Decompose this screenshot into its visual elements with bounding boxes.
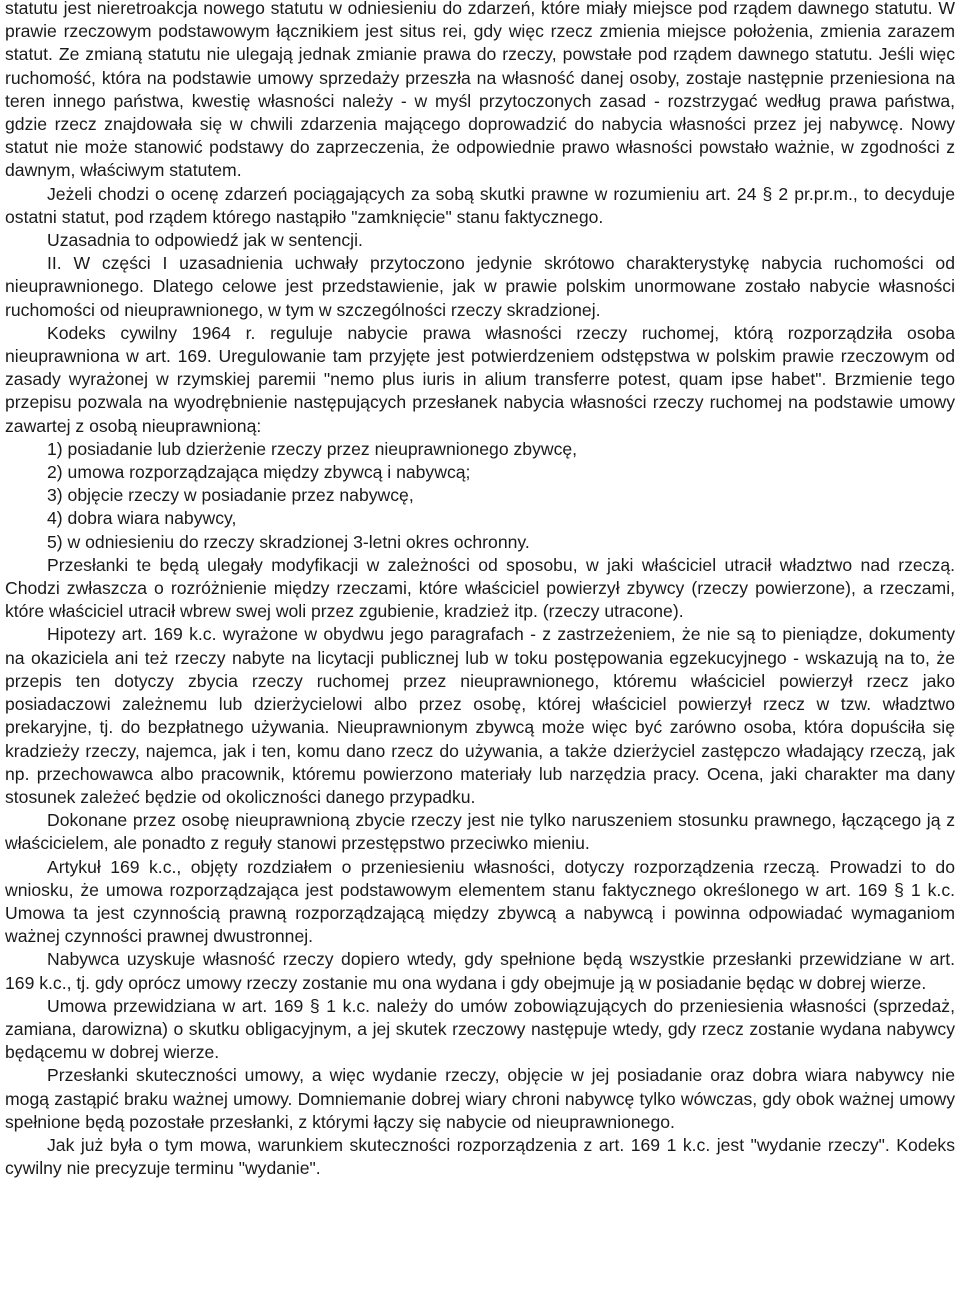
paragraph-article-169-hypotheses: Hipotezy art. 169 k.c. wyrażone w obydwu jego paragrafach - z zastrzeżeniem, że nie są to pieniądze, dokumenty na okaziciela ani też rzeczy nabyte na licytacji publicznej lub w toku postępowania egzekucyjnego - wskazują na to, że przepis ten dotyczy zbycia rzeczy ruchomej przez nieuprawnionego, któremu właściciel powierzył rzecz jako posiadaczowi zależnemu lub dzierżycielowi albo przez osobę, której właściciel powierzył rzecz w tzw. władztwo prekaryjne, tj. do bezpłatnego używania. Nieuprawnionym zbywcą może więc być zarówno osoba, która dopuściła się kradzieży rzeczy, najemca, jak i ten, komu dano rzecz do używania, a także dzierżyciel zastępczo władający rzeczą, jak np. przechowawca albo pracownik, któremu powierzono materiały lub narzędzia pracy. Ocena, jaki charakter ma dany stosunek zależeć będzie od okoliczności danego przypadku. bbox=[5, 624, 955, 807]
paragraph-justification: Uzasadnia to odpowiedź jak w sentencji. bbox=[47, 230, 363, 251]
paragraph-acquirer-ownership: Nabywca uzyskuje własność rzeczy dopiero wtedy, gdy spełnione będą wszystkie przesłanki przewidziane w art. 169 k.c., tj. gdy oprócz umowy rzeczy zostanie mu ona wydana i gdy obejmuje ją w posiadanie będąc w dobrej wierze. bbox=[5, 949, 955, 993]
paragraph-effectiveness-premises: Przesłanki skuteczności umowy, a więc wydanie rzeczy, objęcie w jej posiadanie oraz dobra wiara nabywcy nie mogą zastąpić braku ważnej umowy. Domniemanie dobrej wiary chroni nabywcę tylko wówczas, gdy obok ważnej umowy spełnione będą pozostałe przesłanki, z którymi łączy się nabycie od nieuprawnionego. bbox=[5, 1065, 955, 1132]
document-page bbox=[5, 0, 955, 1180]
paragraph-delivery-of-thing: Jak już była o tym mowa, warunkiem skuteczności rozporządzenia z art. 169 1 k.c. jest "wydanie rzeczy". Kodeks cywilny nie precyzuje terminu "wydanie". bbox=[5, 1134, 955, 1179]
list-item-premise-3: 3) objęcie rzeczy w posiadanie przez nabywcę, bbox=[47, 485, 414, 506]
list-item-premise-5: 5) w odniesieniu do rzeczy skradzionej 3-letni okres ochronny. bbox=[47, 531, 530, 552]
list-item-premise-4: 4) dobra wiara nabywcy, bbox=[47, 508, 237, 529]
paragraph-unauthorized-disposal: Dokonane przez osobę nieuprawnioną zbycie rzeczy jest nie tylko naruszeniem stosunku prawnego, łączącego ją z właścicielem, ale ponadto z reguły stanowi przestępstwo przeciwko mieniu. bbox=[5, 810, 955, 854]
paragraph-premise-modifications: Przesłanki te będą ulegały modyfikacji w zależności od sposobu, w jaki właściciel utracił władztwo nad rzeczą. Chodzi zwłaszcza o rozróżnienie między rzeczami, które właściciel powierzył zbywcy (rzeczy powierzone), a rzeczami, które właściciel utracił wbrew swej woli przez zgubienie, kradzież itp. (rzeczy utracone). bbox=[5, 554, 955, 622]
paragraph-article-169-scope: Artykuł 169 k.c., objęty rozdziałem o przeniesieniu własności, dotyczy rozporządzenia rzeczą. Prowadzi to do wniosku, że umowa rozporządzająca jest podstawowym elementem stanu faktycznego określonego w art. 169 § 1 k.c. Umowa ta jest czynnością prawną rozporządzającą między zbywcą a nabywcą i powinna odpowiadać wymaganiom ważnej czynności prawnej dwustronnej. bbox=[5, 856, 955, 947]
paragraph-assessment-of-events: Jeżeli chodzi o ocenę zdarzeń pociągających za sobą skutki prawne w rozumieniu art. 24 § 2 pr.pr.m., to decyduje ostatni statut, pod rządem którego nastąpiło "zamknięcie" stanu faktycznego. bbox=[5, 183, 955, 227]
paragraph-statute-continuation: statutu jest nieretroakcja nowego statutu w odniesieniu do zdarzeń, które miały miejsce pod rządem dawnego statutu. W prawie rzeczowym podstawowym łącznikiem jest situs rei, gdy więc rzecz zmienia miejsce położenia, zmienia zarazem statut. Ze zmianą statutu nie ulegają jednak zmianie prawa do rzeczy, powstałe pod rządem dawnego statutu. Jeśli więc ruchomość, która na podstawie umowy sprzedaży przeszła na własność danej osoby, zostaje następnie przeniesiona na teren innego państwa, kwestię własności należy - w myśl przytoczonych zasad - rozstrzygać według prawa państwa, gdzie rzecz znajdowała się w chwili zdarzenia mającego doprowadzić do nabycia własności przez jej nabywcę. Nowy statut nie może stanowić podstawy do zaprzeczenia, że odpowiednie prawo własności powstało ważnie, w zgodności z dawnym, właściwym statutem. bbox=[5, 0, 955, 181]
list-item-premise-2: 2) umowa rozporządzająca między zbywcą i nabywcą; bbox=[47, 462, 471, 483]
paragraph-civil-code-1964: Kodeks cywilny 1964 r. reguluje nabycie prawa własności rzeczy ruchomej, którą rozporządziła osoba nieuprawniona w art. 169. Uregulowanie tam przyjęte jest potwierdzeniem odstępstwa w polskim prawie rzeczowym od zasady wyrażonej w rzymskiej paremii "nemo plus iuris in alium transferre potest, quam ipse habet". Brzmienie tego przepisu pozwala na wyodrębnienie następujących przesłanek nabycia własności rzeczy ruchomej na podstawie umowy zawartej z osobą nieuprawnioną: bbox=[5, 322, 955, 436]
list-item-premise-1: 1) posiadanie lub dzierżenie rzeczy przez nieuprawnionego zbywcę, bbox=[47, 438, 578, 459]
paragraph-contract-article-169: Umowa przewidziana w art. 169 § 1 k.c. należy do umów zobowiązujących do przeniesienia własności (sprzedaż, zamiana, darowizna) o skutku obligacyjnym, a jej skutek rzeczowy następuje wtedy, gdy rzecz zostanie wydana nabywcy będącemu w dobrej wierze. bbox=[5, 995, 955, 1063]
paragraph-section-two: II. W części I uzasadnienia uchwały przytoczono jedynie skrótowo charakterystykę nabycia ruchomości od nieuprawnionego. Dlatego celowe jest przedstawienie, jak w prawie polskim unormowane zostało nabycie własności ruchomości od nieuprawnionego, w tym w szczególności rzeczy skradzionej. bbox=[5, 253, 955, 320]
